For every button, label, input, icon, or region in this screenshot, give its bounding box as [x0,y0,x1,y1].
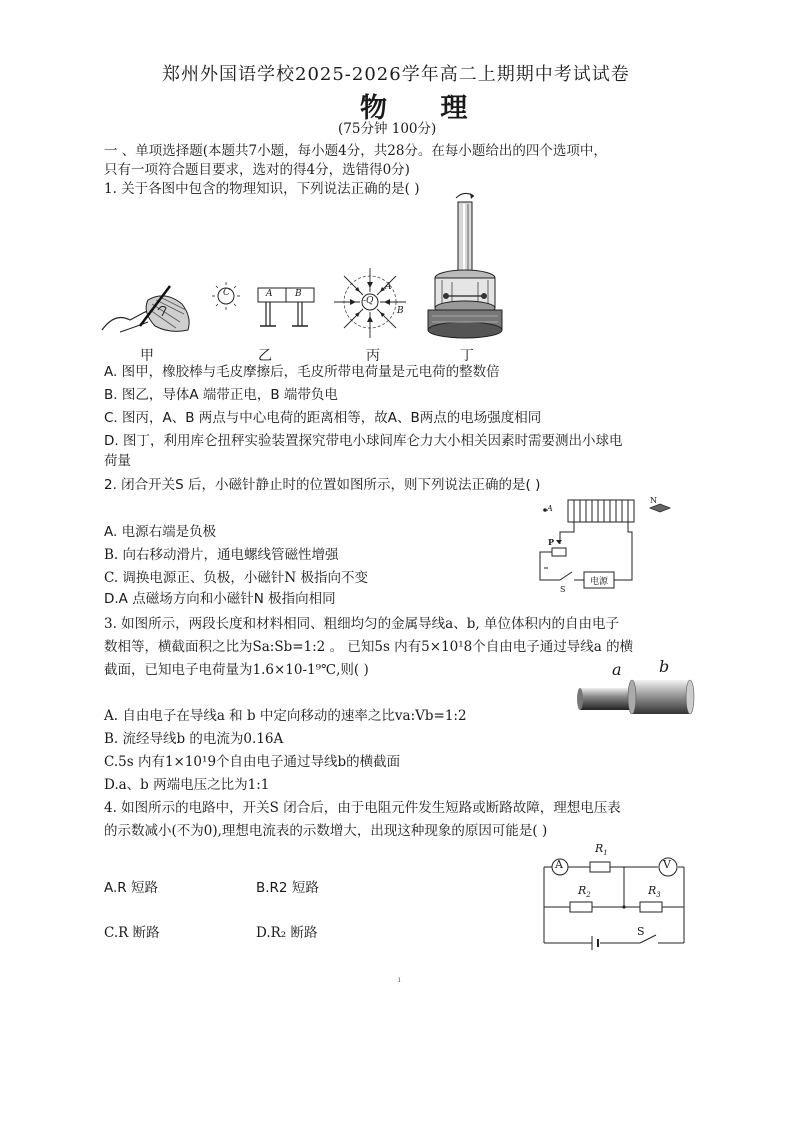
q2-switch-s: S [560,585,566,594]
q3-stem-line1: 3. 如图所示，两段长度和材料相同、粗细均匀的金属导线a、b, 单位体积内的自由电子 [104,616,619,632]
q2-option-d: D.A 点磁场方向和小磁针N 极指向相同 [104,591,336,607]
q2-stem: 2. 闭合开关S 后，小磁针静止时的位置如图所示，则下列说法正确的是( ) [104,477,541,493]
q3-option-c: C.5s 内有1×10¹9个自由电子通过导线b的横截面 [104,754,401,770]
q2-option-c: C. 调换电源正、负极，小磁针N 极指向不变 [104,570,369,586]
q1-bing-point-b: B [397,306,404,316]
q4-r3-label: $R_3$ [648,884,661,900]
exam-title: 郑州外国语学校2025-2026学年高二上期期中考试试卷 [162,64,630,85]
q3-figure-wires [576,676,696,718]
q3-option-a: A. 自由电子在导线a 和 b 中定向移动的速率之比va:Vb=1:2 [104,708,467,724]
q1-bing-charge: -Q [363,296,374,306]
section-heading-line2: 只有一项符合题目要求，选对的得4分，选错得0分) [104,162,410,178]
q2-option-a: A. 电源右端是负极 [104,524,217,540]
q1-figure-ding [424,190,514,344]
q4-stem-line2: 的示数减小(不为0),理想电流表的示数增大，出现这种现象的原因可能是( ) [104,823,548,839]
q3-label-a: a [612,660,622,679]
footer-mark: ı [398,975,401,984]
q1-option-d-cont: 荷量 [104,453,131,469]
q1-option-d: D. 图丁，利用库仑扭秤实验装置探究带电小球间库仑力大小相关因素时需要测出小球电 [104,433,623,449]
q1-yi-label-a: A [266,289,273,299]
q1-fig-label-yi: 乙 [258,348,272,364]
q4-ammeter-label: A [555,858,563,871]
q4-option-a: A.R 短路 [104,880,158,896]
q1-bing-point-a: A [385,282,392,292]
q4-stem-line1: 4. 如图所示的电路中，开关S 闭合后，由于电阻元件发生短路或断路故障，理想电压表 [104,800,621,816]
q3-option-d: D.a、b 两端电压之比为1:1 [104,777,270,793]
q3-stem-line3: 截面，已知电子电荷量为1.6×10-1⁹℃,则( ) [104,662,369,678]
q4-r2-label: $R_2$ [578,884,591,900]
q3-label-b: b [659,657,670,676]
q2-option-b: B. 向右移动滑片，通电螺线管磁性增强 [104,547,339,563]
q1-option-b: B. 图乙，导体A 端带正电，B 端带负电 [104,387,338,403]
q1-option-a: A. 图甲，橡胶棒与毛皮摩擦后，毛皮所带电荷量是元电荷的整数倍 [104,364,500,380]
q1-stem: 1. 关于各图中包含的物理知识，下列说法正确的是( ) [104,181,420,197]
q1-figure-jia [100,282,200,342]
q4-option-d: D.R₂ 断路 [256,925,318,941]
q4-option-c: C.R 断路 [104,925,160,941]
q1-yi-charge-c: C [223,288,230,298]
q2-point-a: A [547,504,553,513]
q2-power-label: 电源 [590,577,609,587]
q3-stem-line2: 数相等，横截面积之比为Sa:Sb=1:2 。 已知5s 内有5×10¹8个自由电子通过导线a 的横 [104,639,634,655]
q4-option-b: B.R2 短路 [256,880,319,896]
q4-r1-label: $R_1$ [595,842,608,858]
section-heading-line1: 一 、单项选择题(本题共7小题，每小题4分，共28分。在每小题给出的四个选项中， [104,143,607,159]
q1-fig-label-ding: 丁 [460,348,474,364]
q1-fig-label-bing: 丙 [366,348,380,364]
subject-title: 物 理 [360,93,490,124]
q1-yi-label-b: B [295,289,302,299]
q2-slider-p: P [548,537,555,547]
time-score: (75分钟 100分) [338,121,437,137]
q4-voltmeter-label: V [663,858,671,871]
q3-option-b: B. 流经导线b 的电流为0.16A [104,731,284,747]
q1-fig-label-jia: 甲 [140,348,154,364]
q4-switch-label: S [637,925,645,938]
q1-option-c: C. 图丙，A、B 两点与中心电荷的距离相等，故A、B两点的电场强度相同 [104,410,542,426]
q2-needle-n: N [650,496,657,505]
